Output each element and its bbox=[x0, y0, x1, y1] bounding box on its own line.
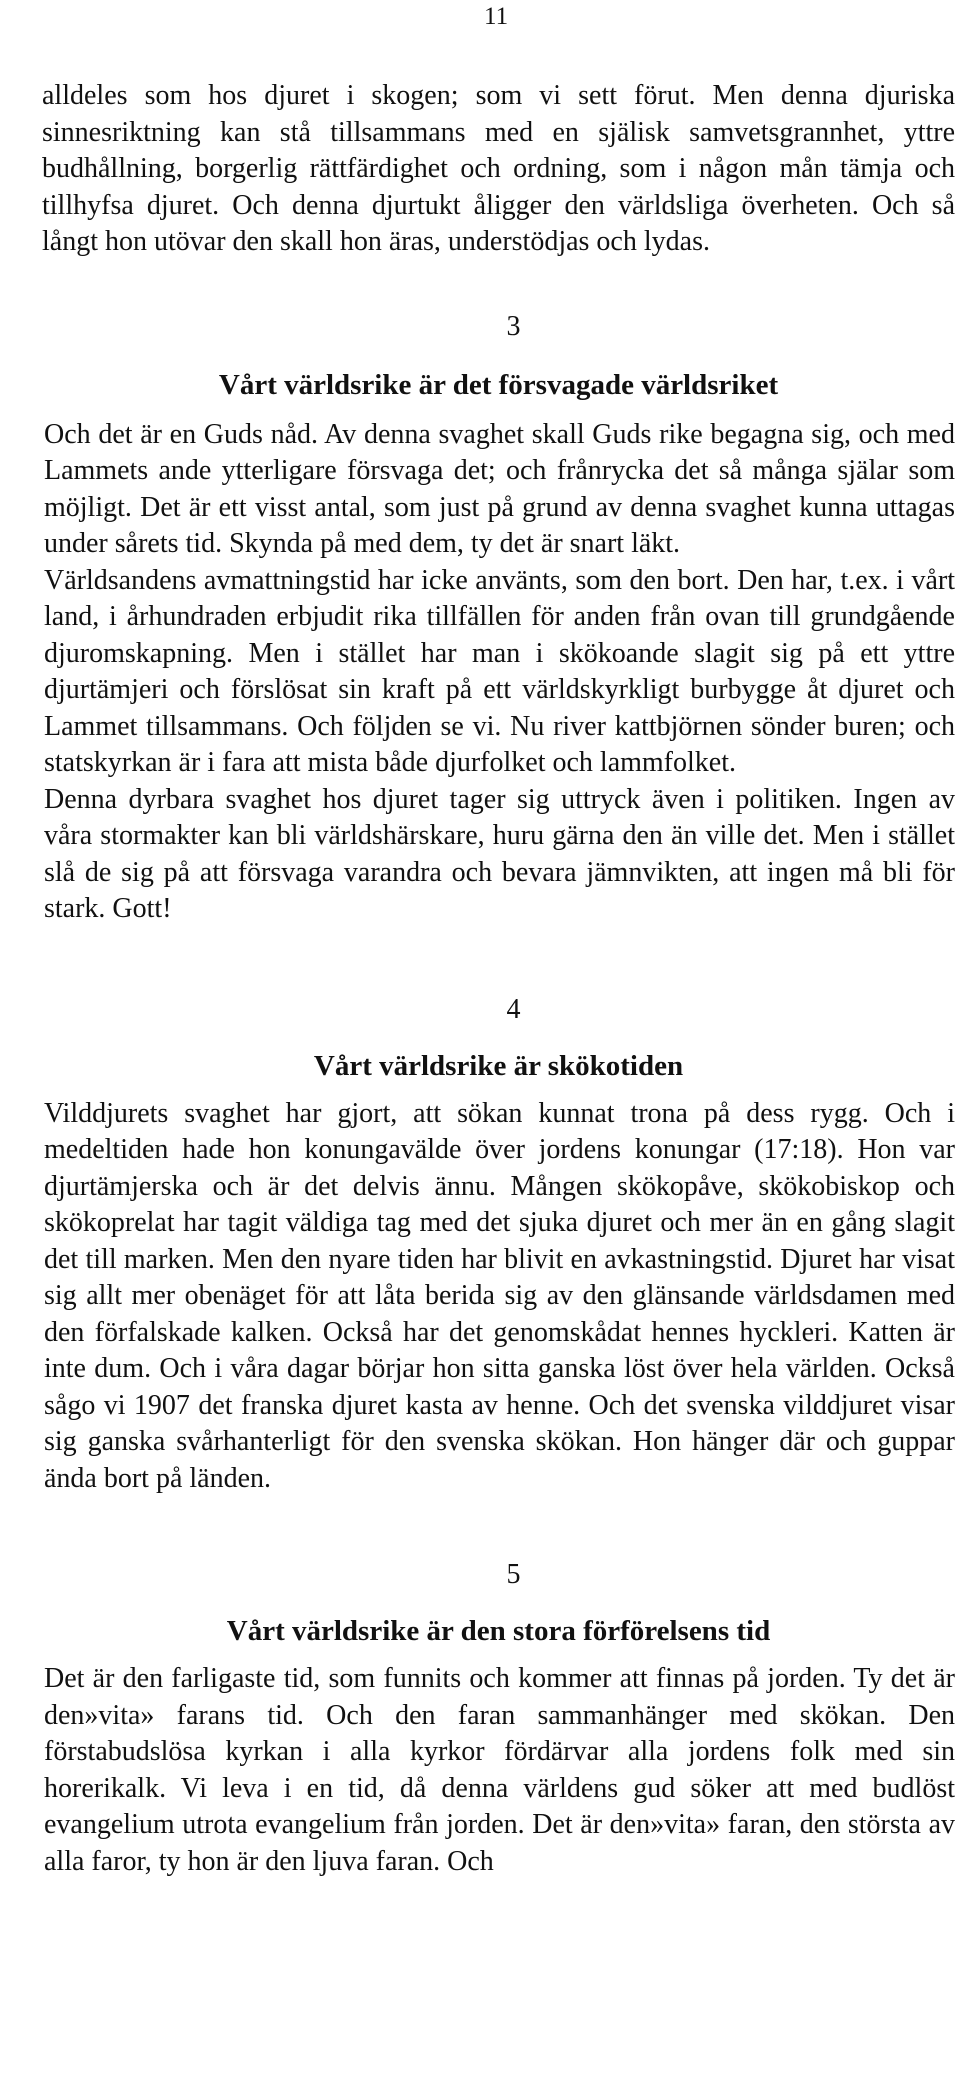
page-number: 11 bbox=[484, 3, 509, 30]
body-paragraph: Denna dyrbara svaghet hos djuret tager sig uttryck även i politiken. Ingen av våra stormakter kan bli världshärskare, huru gärna den än ville det. Men i stället slå de sig på att försvaga varandra och bevara jämnvikten, att ingen må bli för stark. Gott! bbox=[44, 783, 955, 924]
body-paragraph: Det är den farligaste tid, som funnits och kommer att finnas på jorden. Ty det är den»vita» farans tid. Och den faran sammanhänger med skökan. Den förstabudslösa kyrkan i alla kyrkor fördärvar alla jordens folk med sin horerikalk. Vi leva i en tid, då denna världens gud söker att med budlöst evangelium utrota evangelium från jorden. Det är den»vita» faran, den största av alla faror, ty hon är den ljuva faran. Och bbox=[44, 1663, 955, 1877]
page-content bbox=[42, 78, 955, 1880]
section-heading: Vårt världsrike är skökotiden bbox=[313, 1049, 684, 1082]
body-paragraph: Världsandens avmattningstid har icke använts, som den bort. Den har, t.ex. i vårt land, i århundraden erbjudit rika tillfällen för anden från ovan till grundgående djuromskapning. Men i stället har man i skökoande slagit sig på ett yttre djurtämjeri och förslösat sin kraft på ett världskyrkligt burbygge åt djuret och Lammet tillsammans. Och följden se vi. Nu river kattbjörnen sönder buren; och statskyrkan är i fara att mista både djurfolket och lammfolket. bbox=[44, 564, 955, 778]
section-heading: Vårt världsrike är den stora förförelsens tid bbox=[226, 1615, 771, 1647]
intro-paragraph: alldeles som hos djuret i skogen; som vi sett förut. Men denna djuriska sinnesriktning kan stå tillsammans med en själisk samvetsgrannhet, yttre budhållning, borgerlig rättfärdighet och ordning, som i någon mån tämja och tillhyfsa djuret. Och denna djurtukt åligger den världsliga överheten. Och så långt hon utövar den skall hon äras, understödjas och lydas. bbox=[42, 80, 955, 257]
body-paragraph: Och det är en Guds nåd. Av denna svaghet skall Guds rike begagna sig, och med Lammets ande ytterligare försvaga det; och frånrycka det så många själar som möjligt. Det är ett visst antal, som just på grund av denna svaghet kunna uttagas under sårets tid. Skynda på med dem, ty det är snart läkt. bbox=[44, 418, 955, 559]
section-number: 5 bbox=[506, 1559, 521, 1590]
body-paragraph: Vilddjurets svaghet har gjort, att sökan kunnat trona på dess rygg. Och i medeltiden hade hon konungavälde över jordens konungar (17:18). Hon var djurtämjerska och är det delvis ännu. Mången skökopåve, skökobiskop och skökoprelat har tagit väldiga tag med det sjuka djuret och mer än en gång slagit det till marken. Men den nyare tiden har blivit en avkastningstid. Djuret har visat sig allt mer obenäget för att låta berida sig av den glänsande världsdamen med den förfalskade kalken. Också har det genomskådat hennes hyckleri. Katten är inte dum. Och i våra dagar börjar hon sitta ganska löst över hela världen. Också sågo vi 1907 det franska djuret kasta av henne. Och det svenska vilddjuret visar sig ganska svårhanterligt för den svenska skökan. Hon hänger där och guppar ända bort på länden. bbox=[44, 1097, 955, 1494]
section-number: 3 bbox=[506, 310, 521, 342]
section-heading: Vårt världsrike är det försvagade världsriket bbox=[218, 368, 779, 401]
section-number: 4 bbox=[506, 993, 521, 1025]
